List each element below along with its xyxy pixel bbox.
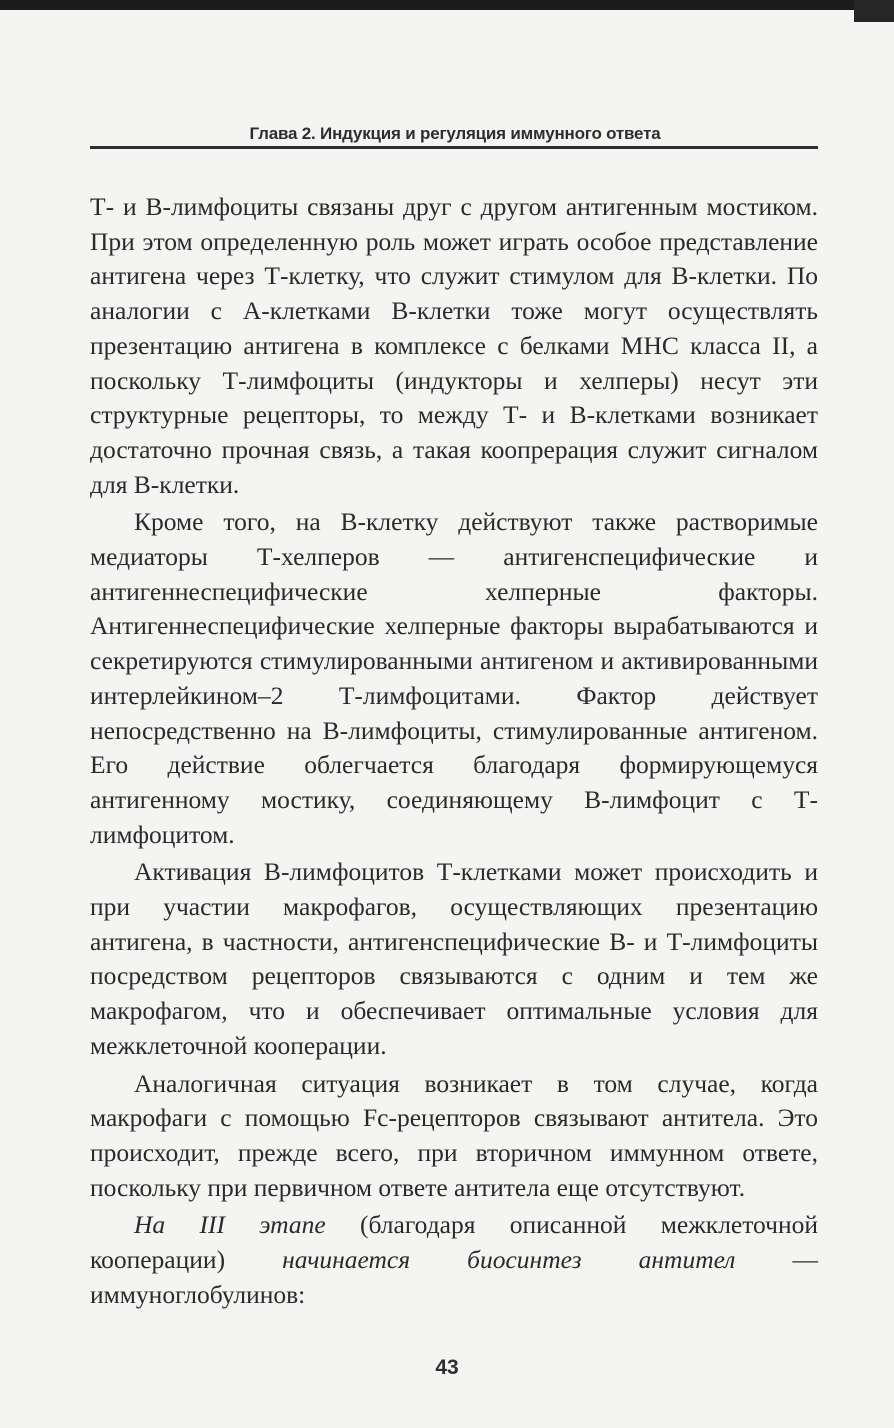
running-header: Глава 2. Индукция и регуляция иммунного ответа [249,124,661,143]
paragraph: Т- и В-лимфоциты связаны друг с другом антигенным мостиком. При этом определенную роль может играть особое представление антигена через Т-клетку, что служит стимулом для В-клетки. По аналогии с А-клетками В-клетки тоже могут осуществлять презентацию антигена в комплексе с белками МНС класса II, а поскольку Т-лимфоциты (индукторы и хелперы) несут эти структурные рецепторы, то между Т- и В-клетками возникает достаточно прочная связь, а такая коопрерация служит сигналом для В-клетки. [90,192,818,499]
italic-phrase: начинается биосинтез антител [282,1245,736,1275]
paragraph: Активация В-лимфоцитов Т-клетками может происходить и при участии макрофагов, осуществляющих презентацию антигена, в частности, антигенспецифические В- и Т-лимфоциты посредством рецепторов связываются с одним и тем же макрофагом, что и обеспечивает оптимальные условия для межклеточной кооперации. [90,857,818,1060]
italic-phrase: На III этапе [134,1210,326,1240]
paragraph: Кроме того, на В-клетку действуют также растворимые медиаторы Т-хелперов — антигенспецифические и антигеннеспецифические хелперные факторы. Антигеннеспецифические хелперные факторы вырабатываются и секретируются стимулированными антигеном и активированными интерлейкином–2 Т-лимфоцитами. Фактор действует непосредственно на В-лимфоциты, стимулированные антигеном. Его действие облегчается благодаря формирующемуся антигенному мостику, соединяющему В-лимфоцит с Т-лимфоцитом. [90,507,818,849]
scan-top-edge [0,0,894,10]
paragraph: Аналогичная ситуация возникает в том случае, когда макрофаги с помощью Fc-рецепторов связывают антитела. Это происходит, прежде всего, при вторичном иммунном ответе, поскольку при первичном ответе антитела еще отсутствуют. [90,1068,818,1202]
paragraph-last [90,1208,818,1312]
header-rule [90,146,818,149]
body-text [90,190,818,1313]
scan-corner-shadow [854,0,894,22]
page-number: 43 [435,1356,459,1379]
plain-phrase: (благодаря описанной межклеточной кооперации) [90,1210,819,1275]
plain-phrase: — иммуноглобулинов: [90,1245,818,1309]
